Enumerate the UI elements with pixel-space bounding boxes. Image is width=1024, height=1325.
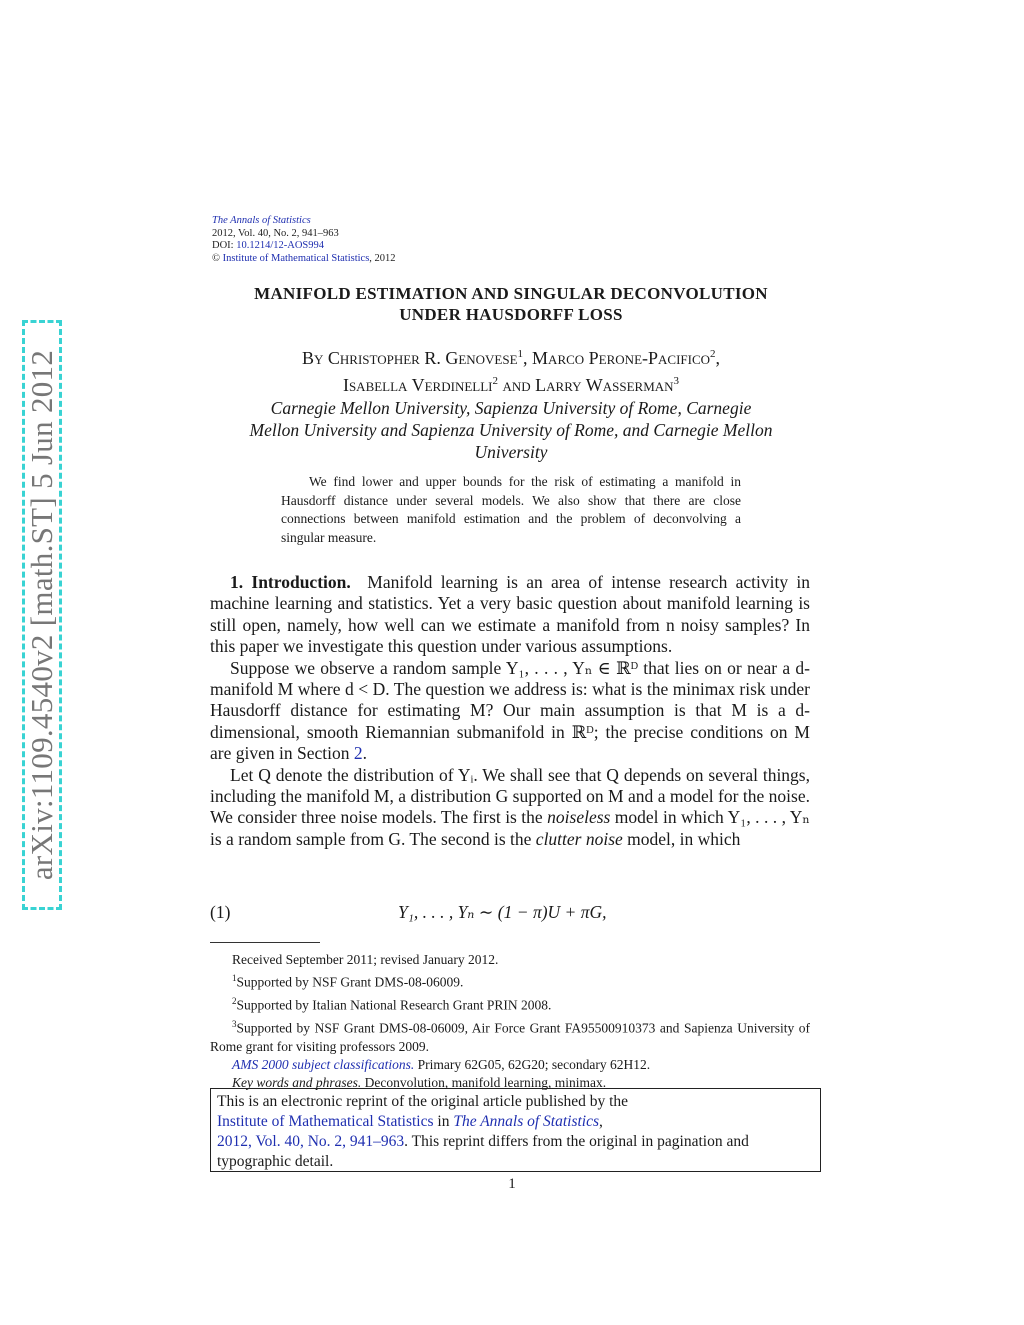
intro-paragraph-3: [210, 765, 810, 851]
ams-codes: Primary 62G05, 62G20; secondary 62H12.: [414, 1056, 651, 1072]
author-4-sup: 3: [673, 375, 680, 387]
author-sep-2: ,: [715, 348, 721, 368]
section-heading: 1. Introduction.: [230, 572, 351, 592]
footnotes: [210, 951, 810, 1093]
reprint-volume-link[interactable]: 2012, Vol. 40, No. 2, 941–963: [217, 1133, 405, 1150]
footnote-2: [210, 992, 810, 1015]
reprint-notice: [210, 1088, 821, 1172]
reprint-comma: ,: [599, 1113, 603, 1130]
footnote-2-text: Supported by Italian National Research Grant PRIN 2008.: [236, 997, 552, 1013]
affiliations: [212, 397, 810, 463]
paper-title: [212, 283, 810, 325]
author-sep-1: ,: [523, 348, 533, 368]
journal-name-link[interactable]: The Annals of Statistics: [212, 215, 311, 226]
intro-paragraph-2: [210, 658, 810, 765]
arxiv-id: arXiv:1109.4540v2 [math.ST] 5 Jun 2012: [24, 349, 59, 881]
footnote-3-mark: 3: [232, 1018, 237, 1029]
reprint-journal-link[interactable]: The Annals of Statistics: [453, 1113, 600, 1130]
ims-link[interactable]: Institute of Mathematical Statistics: [222, 252, 370, 264]
intro-p3-a: Let Q denote the distribution of Yᵢ. We shall see that Q depends on several things, including the manifold M, a distribution G supported on M and a model for the noise. We consider three noise models. The first is the: [210, 764, 810, 828]
author-3: Isabella Verdinelli: [342, 375, 493, 395]
journal-doi-line: [212, 240, 396, 253]
ams-link[interactable]: AMS 2000 subject classifications.: [232, 1056, 415, 1072]
journal-volume: 2012, Vol. 40, No. 2, 941–963: [212, 227, 339, 239]
intro-p2-text: Suppose we observe a random sample Y₁, . . . , Yₙ ∈ ℝᴰ that lies on or near a d-manifold M where d < D. The question we address is: what is the minimax risk under Hausdorff distance for estimating M? Our main assumption is that M is a d-dimensional, smooth Riemannian submanifold in ℝᴰ; the precise conditions on M are given in Section: [210, 657, 810, 764]
equation-number: (1): [210, 902, 231, 922]
author-list: [212, 343, 810, 397]
ams-classification: [210, 1056, 810, 1074]
abstract: We find lower and upper bounds for the risk of estimating a manifold in Hausdorff distance under several models. We also show that there are close connections between manifold estimation and the problem of deconvolving a singular measure.: [281, 474, 741, 545]
author-and: and: [498, 375, 536, 395]
intro-p3-c: model, in which: [622, 828, 741, 849]
author-2-sup: 2: [710, 348, 716, 360]
copyright-line: [212, 253, 396, 266]
footnote-1: [210, 969, 810, 992]
footnote-3: [210, 1015, 810, 1056]
arxiv-stamp: [22, 320, 62, 910]
intro-section: [210, 572, 810, 850]
doi-label: DOI:: [212, 240, 234, 251]
title-line-2: UNDER HAUSDORFF LOSS: [399, 305, 623, 324]
title-line-1: MANIFOLD ESTIMATION AND SINGULAR DECONVOLUTION: [254, 284, 768, 303]
equation-text: Y₁, . . . , Yₙ ∼ (1 − π)U + πG,: [398, 902, 607, 922]
clutter-noise-term: clutter noise: [535, 828, 623, 849]
reprint-ims-link[interactable]: Institute of Mathematical Statistics: [217, 1113, 434, 1130]
author-4: Larry Wasserman: [535, 375, 674, 395]
intro-p2-end: .: [362, 743, 367, 764]
reprint-line-1: This is an electronic reprint of the original article published by the: [217, 1093, 629, 1110]
keywords-label: Key words and phrases.: [232, 1075, 362, 1091]
equation-1: [210, 902, 810, 926]
affiliation-line-1: Carnegie Mellon University, Sapienza University of Rome, Carnegie: [270, 398, 752, 418]
footnote-rule: [210, 942, 320, 943]
intro-p3-b: model in which Y₁, . . . , Yₙ is a random sample from G. The second is the: [210, 807, 810, 849]
footnote-3-text: Supported by NSF Grant DMS-08-06009, Air Force Grant FA95500910373 and Sapienza University of Rome grant for visiting professors 2009.: [210, 1020, 810, 1054]
author-1-sup: 1: [517, 348, 524, 360]
doi-link[interactable]: 10.1214/12-AOS994: [236, 240, 325, 251]
footnote-1-text: Supported by NSF Grant DMS-08-06009.: [236, 974, 464, 990]
footnote-1-mark: 1: [232, 973, 237, 984]
reprint-rest: . This reprint differs from the original in pagination and typographic detail.: [217, 1133, 749, 1170]
by-label: By: [301, 348, 328, 368]
received-note: Received September 2011; revised January 2012.: [232, 952, 499, 967]
intro-p1-text: Manifold learning is an area of intense research activity in machine learning and statistics. Yet a very basic question about manifold learning is still open, namely, how well can we estimate a manifold from n noisy samples? In this paper we investigate this question under various assumptions.: [210, 572, 811, 657]
affiliation-line-2: Mellon University and Sapienza University of Rome, and Carnegie Mellon: [249, 420, 773, 440]
keywords-text: Deconvolution, manifold learning, minimax.: [361, 1075, 607, 1091]
author-3-sup: 2: [492, 375, 498, 387]
section-2-link[interactable]: 2: [353, 743, 363, 764]
page-number: 1: [508, 1176, 516, 1192]
author-2: Marco Perone-Pacifico: [532, 348, 711, 368]
intro-paragraph-1: [210, 572, 810, 658]
copyright-icon: ©: [212, 252, 220, 264]
copyright-year: , 2012: [369, 252, 396, 264]
journal-header: [212, 215, 396, 265]
reprint-in: in: [433, 1113, 454, 1130]
noiseless-term: noiseless: [547, 807, 611, 828]
footnote-2-mark: 2: [232, 996, 237, 1007]
affiliation-line-3: University: [474, 442, 548, 462]
author-1: Christopher R. Genovese: [327, 348, 518, 368]
